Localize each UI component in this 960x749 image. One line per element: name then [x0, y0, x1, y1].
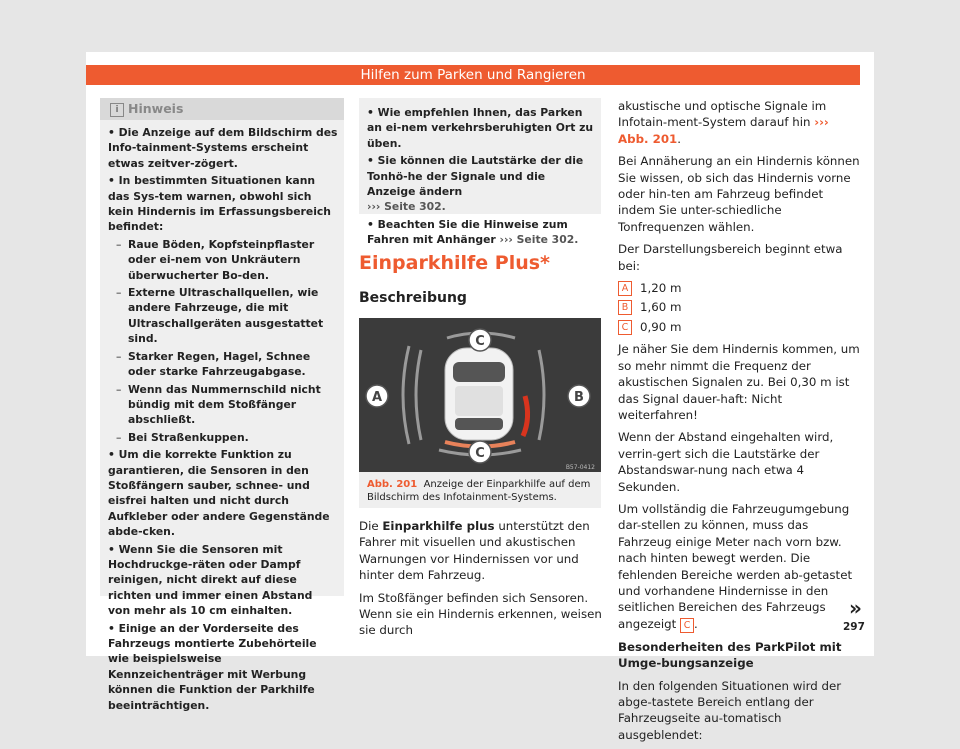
body-paragraph: Bei Annäherung an ein Hindernis können Sie wissen, ob sich das Hindernis vorne oder hin-ten am Fahrzeug befindet indem Sie unter-schiedliche Tonfrequenzen wählen.	[618, 154, 860, 234]
label-c-text: C	[475, 446, 485, 461]
label-c-text: C	[475, 334, 485, 349]
figure-caption	[359, 472, 601, 508]
text: unterstützt den Fahrer mit visuellen und akustischen Warnungen vor Hindernissen vor und hinter dem Fahrzeug.	[359, 519, 590, 583]
column-2-text	[359, 518, 603, 645]
caption-text: Anzeige der Einparkhilfe auf dem Bildschirm des Infotainment-Systems.	[367, 479, 591, 503]
term: Einparkhilfe plus	[382, 519, 495, 533]
note-title: Hinweis	[128, 101, 184, 116]
parking-aid-figure	[359, 318, 601, 472]
page-reference-link[interactable]: ››› Seite 302.	[367, 200, 446, 214]
note-content	[108, 125, 338, 715]
label-b	[568, 385, 590, 407]
page-number: 297	[843, 621, 865, 633]
tip-paragraph: • Wie empfehlen Ihnen, das Parken an ei-nem verkehrsberuhigten Ort zu üben.	[367, 106, 594, 150]
tip-text: • Beachten Sie die Hinweise zum Fahren mit Anhänger	[367, 217, 568, 247]
tips-content	[367, 105, 595, 250]
body-paragraph	[359, 518, 603, 584]
note-paragraph: • Die Anzeige auf dem Bildschirm des Info-tainment-Systems erscheint etwas zeitver-zögert.	[108, 126, 338, 170]
text: Um vollständig die Fahrzeugumgebung dar-stellen zu können, muss das Fahrzeug einige Meter nach vorn bzw. nach hinten bewegt werden. Die fehlenden Bereiche werden ab-getastet und vorhandene Hindernisse in den seitlichen Bereichen des Fahrzeugs angezeigt	[618, 501, 853, 631]
note-subitem: – Starker Regen, Hagel, Schnee oder starke Fahrzeugabgase.	[108, 349, 338, 380]
car-rear-window	[455, 418, 503, 430]
page-header: Hilfen zum Parken und Rangieren	[86, 65, 860, 85]
range-item-b	[618, 299, 862, 315]
note-subitem: – Wenn das Nummernschild nicht bündig mit dem Stoßfänger abschließt.	[108, 382, 338, 428]
page-reference-link[interactable]: ››› Seite 302.	[499, 233, 579, 247]
text: akustische und optische Signale im Infotain-ment-System darauf hin	[618, 99, 827, 130]
body-paragraph: Je näher Sie dem Hindernis kommen, um so mehr nimmt die Frequenz der akustischen Signalen zu. Bei 0,30 m ist das Signal dauer-haft: Nicht weiterfahren!	[618, 342, 860, 422]
note-subitem: – Raue Böden, Kopfsteinpflaster oder ei-nem von Unkräutern überwucherter Bo-den.	[108, 237, 338, 283]
tip-paragraph	[367, 153, 595, 215]
column-3-text	[618, 98, 862, 749]
label-c-bottom	[469, 441, 491, 463]
tips-box	[359, 98, 601, 247]
tip-paragraph	[367, 217, 595, 248]
figure-number: Abb. 201	[367, 479, 418, 490]
badge-c-inline: C	[680, 618, 694, 633]
car-roof	[455, 386, 503, 416]
caption-text-wrapper	[367, 478, 597, 504]
note-paragraph: • Um die korrekte Funktion zu garantieren, die Sensoren in den Stoßfängern sauber, schnee- und eisfrei halten und nicht durch Aufkleber oder andere Gegenstände abde-cken.	[108, 448, 330, 539]
body-paragraph: Im Stoßfänger befinden sich Sensoren. Wenn sie ein Hindernis erkennen, weisen sie durch	[359, 590, 602, 638]
range-item-a	[618, 280, 862, 296]
figure-reference-link[interactable]: ››› Abb. 201	[618, 115, 829, 146]
badge-b: B	[618, 300, 632, 315]
note-paragraph: • Einige an der Vorderseite des Fahrzeugs montierte Zubehörteile wie beispielsweise Kennzeichenträger mit Werbung können die Funktion der Parkhilfe beeinträchtigen.	[108, 621, 317, 712]
body-paragraph	[618, 98, 862, 147]
range-item-c	[618, 319, 862, 335]
subsection-heading: Besonderheiten des ParkPilot mit Umge-bungsanzeige	[618, 639, 842, 671]
text: .	[677, 131, 681, 146]
body-paragraph: In den folgenden Situationen wird der abge-tastete Bereich entlang der Fahrzeugseite au-tomatisch ausgeblendet:	[618, 678, 842, 742]
figure-code: B57-0412	[565, 464, 595, 471]
car-windshield	[453, 362, 505, 382]
parking-diagram	[359, 318, 601, 472]
body-paragraph	[618, 501, 862, 633]
label-a	[366, 385, 388, 407]
note-header	[100, 98, 344, 120]
badge-c: C	[618, 320, 632, 335]
note-subitem: – Bei Straßenkuppen.	[108, 430, 338, 445]
info-icon: i	[110, 103, 124, 117]
label-b-text: B	[574, 390, 584, 405]
note-box	[100, 98, 344, 712]
range-value: 1,60 m	[640, 300, 682, 315]
text: .	[694, 616, 698, 631]
text: Die	[359, 519, 383, 533]
label-a-text: A	[371, 390, 383, 405]
range-value: 0,90 m	[640, 319, 682, 334]
continue-arrow-icon: »	[849, 596, 862, 620]
section-subtitle: Beschreibung	[359, 290, 467, 306]
badge-a: A	[618, 281, 632, 296]
body-paragraph: Der Darstellungsbereich beginnt etwa bei:	[618, 242, 843, 273]
range-value: 1,20 m	[640, 281, 682, 296]
body-paragraph: Wenn der Abstand eingehalten wird, verrin-gert sich die Lautstärke der Abstandswar-nung nach etwa 4 Sekunden.	[618, 430, 834, 494]
note-paragraph: • Wenn Sie die Sensoren mit Hochdruckge-räten oder Dampf reinigen, nicht direkt auf diese richten und immer einen Abstand von mehr als 10 cm einhalten.	[108, 542, 313, 618]
note-subitem: – Externe Ultraschallquellen, wie andere Fahrzeuge, die mit Ultraschallgeräten ausgestattet sind.	[108, 285, 338, 347]
section-title: Einparkhilfe Plus*	[359, 252, 550, 274]
tip-text: • Sie können die Lautstärke der die Tonhö-he der Signale und die Anzeige ändern	[367, 154, 584, 199]
label-c-top	[469, 329, 491, 351]
note-paragraph: • In bestimmten Situationen kann das Sys-tem warnen, obwohl sich kein Hindernis im Erfassungsbereich befindet:	[108, 174, 331, 234]
